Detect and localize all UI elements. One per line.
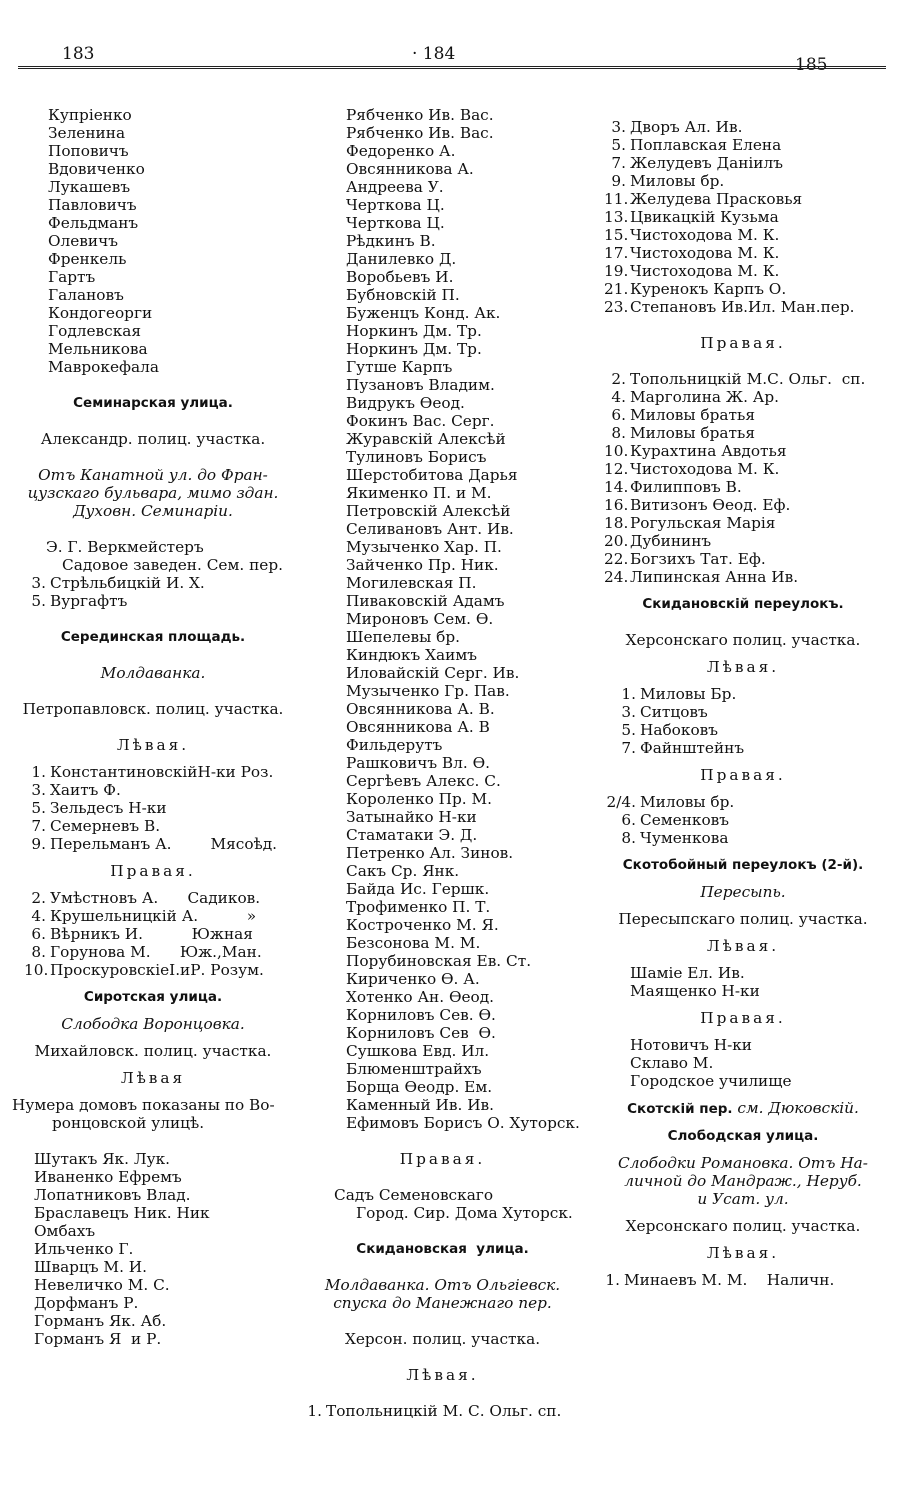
district-name: Пересыпь. <box>700 883 786 901</box>
street-description: Духовн. Семинаріи. <box>73 502 233 520</box>
side-label-left: Лѣвая. <box>706 658 780 676</box>
list-item: Вдовиченко <box>48 160 145 178</box>
list-item: Байда Ис. Гершк. <box>346 880 490 898</box>
cross-reference-title: Скотскій пер. <box>627 1101 733 1117</box>
list-item: 20. Дубининъ <box>604 532 712 550</box>
house-list-left <box>598 118 888 316</box>
street-description: и Усат. ул. <box>697 1190 789 1208</box>
list-item: Корниловъ Сев. Ѳ. <box>346 1006 496 1024</box>
list-item: 4. Марголина Ж. Ар. <box>611 388 780 406</box>
list-item: 8. Миловы братья <box>611 424 755 442</box>
list-item: 5. Вургафтъ <box>31 592 128 610</box>
name-list <box>12 1150 294 1348</box>
side-label-right: Правая. <box>700 1009 786 1027</box>
list-item: Ефимовъ Борисъ О. Хуторск. <box>346 1114 580 1132</box>
name-list <box>300 106 585 1132</box>
list-item: Селивановъ Ант. Ив. <box>346 520 514 538</box>
list-item: Город. Сир. Дома Хуторск. <box>356 1204 573 1222</box>
note-text: ронцовской улицѣ. <box>52 1114 205 1132</box>
list-item: 14. Филипповъ В. <box>604 478 742 496</box>
section-title-sirotskaya: Сиротская улица. <box>83 989 223 1005</box>
column-3 <box>598 118 888 1289</box>
list-item: Павловичъ <box>48 196 137 214</box>
side-label-right: Правая. <box>700 766 786 784</box>
list-item: 10. ПроскуровскіеІ.иР. Розум. <box>24 961 264 979</box>
list-item: 1. Минаевъ М. М. Наличн. <box>605 1271 835 1289</box>
list-item: 23. Степановъ Ив.Ил. Ман.пер. <box>604 298 855 316</box>
house-list-right <box>12 889 294 979</box>
side-label-right: Правая. <box>700 334 786 352</box>
side-label-right: Правая. <box>399 1150 486 1168</box>
section-title-skidanovskiy-pereulok: Скидановскій переулокъ. <box>642 596 844 612</box>
list-item: 7. Файнштейнъ <box>621 739 745 757</box>
list-item: Иваненко Ефремъ <box>34 1168 182 1186</box>
list-item: Норкинъ Дм. Тр. <box>346 322 482 340</box>
list-item: Шерстобитова Дарья <box>346 466 518 484</box>
list-item: Нотовичъ Н-ки <box>630 1036 753 1054</box>
list-item: 2/4. Миловы бр. <box>606 793 735 811</box>
list-item: 2. Топольницкій М.С. Ольг. сп. <box>611 370 866 388</box>
list-item: Гартъ <box>48 268 96 286</box>
list-item: Могилевская П. <box>346 574 477 592</box>
list-item: Воробьевъ И. <box>346 268 454 286</box>
list-item: Маященко Н-ки <box>630 982 760 1000</box>
list-item: Склаво М. <box>630 1054 714 1072</box>
cross-reference-target: см. Дюковскій. <box>732 1099 859 1117</box>
list-item: Шутакъ Як. Лук. <box>34 1150 171 1168</box>
list-item: 22. Богзихъ Тат. Еф. <box>604 550 766 568</box>
list-item: Сакъ Ср. Янк. <box>346 862 460 880</box>
list-item: Сергѣевъ Алекс. С. <box>346 772 501 790</box>
list-item: 8. Чуменкова <box>621 829 729 847</box>
list-item: Блюменштрайхъ <box>346 1060 482 1078</box>
list-item: Мироновъ Сем. Ѳ. <box>346 610 494 628</box>
list-item: Короленко Пр. М. <box>346 790 493 808</box>
street-description: Слободки Романовка. Отъ На- <box>618 1154 868 1172</box>
name-list <box>598 1036 888 1090</box>
list-item: Фильдерутъ <box>346 736 443 754</box>
list-item: 12. Чистоходова М. К. <box>604 460 780 478</box>
list-item: Рашковичъ Вл. Ѳ. <box>346 754 491 772</box>
list-item: Купріенко <box>48 106 132 124</box>
list-item: 1. КонстантиновскійН-ки Роз. <box>31 763 274 781</box>
list-item: 5. Поплавская Елена <box>611 136 782 154</box>
police-district: Херсонскаго полиц. участка. <box>625 1217 861 1235</box>
page-number-left: 183 <box>62 44 95 64</box>
list-item: Рябченко Ив. Вас. <box>346 124 494 142</box>
list-item: Гутше Карпъ <box>346 358 453 376</box>
list-item: Френкель <box>48 250 127 268</box>
list-item: Черткова Ц. <box>346 196 445 214</box>
list-item: Шварцъ М. И. <box>34 1258 148 1276</box>
list-item: 2. Умѣстновъ А. Садиков. <box>31 889 261 907</box>
list-item: 15. Чистоходова М. К. <box>604 226 780 244</box>
list-item: Корниловъ Сев Ѳ. <box>346 1024 496 1042</box>
list-item: Шаміе Ел. Ив. <box>630 964 745 982</box>
list-item: 18. Рогульская Марія <box>604 514 776 532</box>
list-item: Зеленина <box>48 124 126 142</box>
list-item: 6. Миловы братья <box>611 406 755 424</box>
list-item: Э. Г. Веркмейстеръ <box>46 538 204 556</box>
list-item: Борща Ѳеодр. Ем. <box>346 1078 493 1096</box>
list-item: 19. Чистоходова М. К. <box>604 262 780 280</box>
list-item: Каменный Ив. Ив. <box>346 1096 495 1114</box>
section-title-seminarskaya: Семинарская улица. <box>73 395 233 411</box>
list-item: Хотенко Ан. Ѳеод. <box>346 988 495 1006</box>
list-item: 7. Семерневъ В. <box>31 817 161 835</box>
list-item: 13. Цвикацкій Кузьма <box>604 208 779 226</box>
name-list <box>598 964 888 1000</box>
house-list-right <box>598 370 888 586</box>
district-name: Слободка Воронцовка. <box>61 1015 245 1033</box>
street-description: цузскаго бульвара, мимо здан. <box>27 484 279 502</box>
section-title-skotoboyny-pereulok: Скотобойный переулокъ (2-й). <box>622 857 864 873</box>
cross-reference <box>598 1099 888 1118</box>
list-item: Дорфманъ Р. <box>34 1294 139 1312</box>
list-item: Петренко Ал. Зинов. <box>346 844 514 862</box>
district-name: Молдаванка. <box>100 664 206 682</box>
list-item: Андреева У. <box>346 178 444 196</box>
page-number-right: 185 <box>795 55 828 75</box>
list-item: Норкинъ Дм. Тр. <box>346 340 482 358</box>
list-item: 6. Вѣрникъ И. Южная <box>31 925 253 943</box>
list-item: Черткова Ц. <box>346 214 445 232</box>
list-item: Невеличко М. С. <box>34 1276 170 1294</box>
list-item: Горманъ Як. Аб. <box>34 1312 167 1330</box>
list-item: 3. Хаитъ Ф. <box>31 781 121 799</box>
list-item: Садовое заведен. Сем. пер. <box>62 556 283 574</box>
list-item: Фельдманъ <box>48 214 139 232</box>
list-item: Затынайко Н-ки <box>346 808 477 826</box>
list-item: Порубиновская Ев. Ст. <box>346 952 532 970</box>
list-item: 21. Куренокъ Карпъ О. <box>604 280 787 298</box>
list-item: 10. Курахтина Авдотья <box>604 442 787 460</box>
section-title-seredinskaya: Серединская площадь. <box>60 629 246 645</box>
list-item: 8. Горунова М. Юж.,Ман. <box>31 943 262 961</box>
name-list <box>12 106 294 376</box>
list-item: Петровскій Алексѣй <box>346 502 511 520</box>
police-district: Пересыпскаго полиц. участка. <box>618 910 868 928</box>
list-item: Трофименко П. Т. <box>346 898 491 916</box>
police-district: Александр. полиц. участка. <box>40 430 266 448</box>
side-label-left: Лѣвая. <box>706 937 780 955</box>
list-item: Мельникова <box>48 340 148 358</box>
list-item: Бубновскій П. <box>346 286 460 304</box>
list-item: Музыченко Гр. Пав. <box>346 682 510 700</box>
police-district: Михайловск. полиц. участка. <box>34 1042 272 1060</box>
list-item: 1. Топольницкій М. С. Ольг. сп. <box>307 1402 562 1420</box>
street-description: Отъ Канатной ул. до Фран- <box>38 466 268 484</box>
street-description: спуска до Манежнаго пер. <box>333 1294 552 1312</box>
list-item: Иловайскій Серг. Ив. <box>346 664 520 682</box>
street-description: Молдаванка. Отъ Ольгіевск. <box>324 1276 561 1294</box>
list-item: Горманъ Я и Р. <box>34 1330 162 1348</box>
list-item: Журавскій Алексѣй <box>346 430 506 448</box>
side-label-left: Лѣвая <box>120 1069 186 1087</box>
house-list-left <box>598 685 888 757</box>
list-item: Ильченко Г. <box>34 1240 134 1258</box>
list-item: Галановъ <box>48 286 124 304</box>
list-item: Тулиновъ Борисъ <box>346 448 487 466</box>
house-list-right <box>598 793 888 847</box>
list-item: Киндюкъ Хаимъ <box>346 646 477 664</box>
list-item: Рябченко Ив. Вас. <box>346 106 494 124</box>
list-item: Садъ Семеновскаго <box>334 1186 494 1204</box>
list-item: Пузановъ Владим. <box>346 376 495 394</box>
list-item: Зайченко Пр. Ник. <box>346 556 499 574</box>
list-item: Кириченко Ѳ. А. <box>346 970 480 988</box>
list-item: Пиваковскій Адамъ <box>346 592 505 610</box>
column-1 <box>12 106 294 1348</box>
list-item: Стаматаки Э. Д. <box>346 826 478 844</box>
list-item: 9. Миловы бр. <box>611 172 725 190</box>
column-2 <box>300 106 585 1420</box>
list-item: Фокинъ Вас. Серг. <box>346 412 495 430</box>
list-item: Маврокефала <box>48 358 159 376</box>
list-item: 1. Миловы Бр. <box>621 685 737 703</box>
list-item: Овсянникова А. В <box>346 718 490 736</box>
list-item: Федоренко А. <box>346 142 456 160</box>
list-item: 7. Желудевъ Даніилъ <box>611 154 783 172</box>
list-item: Годлевская <box>48 322 142 340</box>
header-rule <box>18 66 886 69</box>
list-item: Буженцъ Конд. Ак. <box>346 304 501 322</box>
list-item: Безсонова М. М. <box>346 934 481 952</box>
list-item: Данилевко Д. <box>346 250 457 268</box>
list-item: Городское училище <box>630 1072 792 1090</box>
list-item: Рѣдкинъ В. <box>346 232 436 250</box>
list-item: 4. Крушельницкій А. » <box>31 907 257 925</box>
page-number-center: · 184 <box>412 44 456 64</box>
side-label-right: Правая. <box>110 862 196 880</box>
section-title-skidanovskaya: Скидановская улица. <box>356 1241 529 1257</box>
list-item: Видрукъ Ѳеод. <box>346 394 465 412</box>
list-item: 16. Витизонъ Ѳеод. Еф. <box>604 496 791 514</box>
list-item: Олевичъ <box>48 232 118 250</box>
list-item: Шепелевы бр. <box>346 628 461 646</box>
list-item: Лукашевъ <box>48 178 131 196</box>
list-item: 5. Зельдесъ Н-ки <box>31 799 167 817</box>
police-district: Петропавловск. полиц. участка. <box>22 700 284 718</box>
list-item: 3. Стрѣльбицкій И. Х. <box>31 574 205 592</box>
section-title-slobodskaya: Слободская улица. <box>667 1128 819 1144</box>
list-item: 3. Дворъ Ал. Ив. <box>611 118 743 136</box>
list-item: 5. Набоковъ <box>621 721 718 739</box>
list-item: Лопатниковъ Влад. <box>34 1186 191 1204</box>
list-item: Костроченко М. Я. <box>346 916 499 934</box>
list-item: Овсянникова А. В. <box>346 700 495 718</box>
list-item: Кондогеорги <box>48 304 153 322</box>
list-item: Якименко П. и М. <box>346 484 492 502</box>
list-item: Браславецъ Ник. Ник <box>34 1204 210 1222</box>
list-item: Музыченко Хар. П. <box>346 538 502 556</box>
list-item: 24. Липинская Анна Ив. <box>604 568 799 586</box>
list-item: Овсянникова А. <box>346 160 474 178</box>
police-district: Херсонскаго полиц. участка. <box>625 631 861 649</box>
house-list-left <box>12 763 294 853</box>
note-text: Нумера домовъ показаны по Во- <box>12 1096 275 1114</box>
list-item: 3. Ситцовъ <box>621 703 708 721</box>
list-item: Поповичъ <box>48 142 129 160</box>
side-label-left: Лѣвая. <box>406 1366 479 1384</box>
list-item: 6. Семенковъ <box>621 811 730 829</box>
list-item: 11. Желудева Прасковья <box>604 190 803 208</box>
side-label-left: Лѣвая. <box>116 736 190 754</box>
list-item: Сушкова Евд. Ил. <box>346 1042 490 1060</box>
police-district: Херсон. полиц. участка. <box>344 1330 541 1348</box>
list-item: 17. Чистоходова М. К. <box>604 244 780 262</box>
street-description: личной до Мандраж., Неруб. <box>624 1172 862 1190</box>
list-item: Омбахъ <box>34 1222 96 1240</box>
list-item: 9. Перельманъ А. Мясоѣд. <box>31 835 278 853</box>
side-label-left: Лѣвая. <box>706 1244 780 1262</box>
